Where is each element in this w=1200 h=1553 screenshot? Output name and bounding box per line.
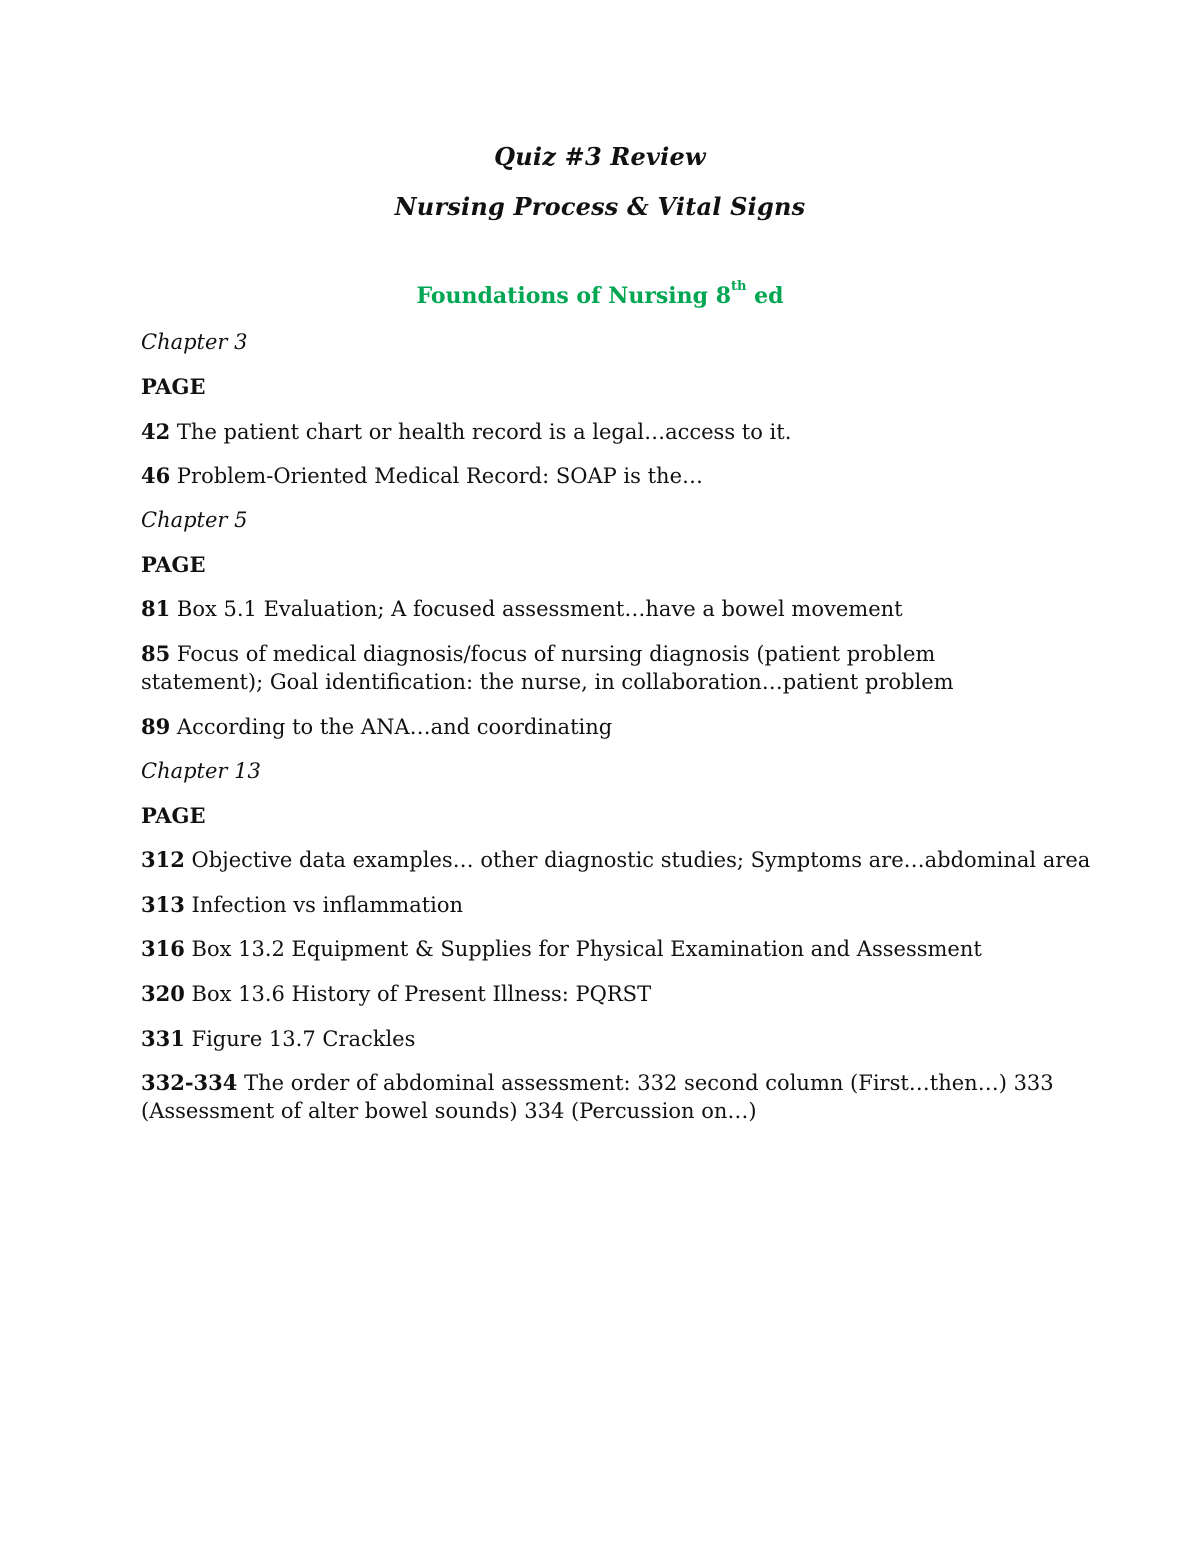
page-entry — [141, 980, 1061, 1008]
book-title — [0, 279, 1200, 309]
page-entry — [141, 595, 1061, 623]
page-number: 312 — [141, 847, 185, 872]
document-subtitle: Nursing Process & Vital Signs — [394, 192, 806, 221]
entry-text: According to the ANA…and coordinating — [170, 715, 613, 739]
page-entry — [141, 1069, 1061, 1125]
page-entry — [141, 462, 1061, 490]
page-number: 320 — [141, 981, 185, 1006]
page-entry — [141, 1025, 1061, 1053]
page-number: 331 — [141, 1026, 185, 1051]
page-number: 46 — [141, 463, 171, 488]
page-entry — [141, 713, 1061, 741]
entry-text: Focus of medical diagnosis/focus of nursing diagnosis (patient problem statement); Goal identification: the nurse, in collaboration…patient problem — [141, 642, 954, 694]
page-label: PAGE — [141, 374, 206, 399]
entry-text: Figure 13.7 Crackles — [184, 1027, 416, 1051]
entry-text: Box 13.2 Equipment & Supplies for Physical Examination and Assessment — [184, 937, 982, 961]
entry-text: Objective data examples… other diagnostic studies; Symptoms are…abdominal area — [184, 848, 1091, 872]
page-entry — [141, 891, 1061, 919]
page-entry — [141, 935, 1061, 963]
page-entry — [141, 640, 1061, 696]
page-label: PAGE — [141, 803, 206, 828]
entry-text: Infection vs inflammation — [184, 893, 464, 917]
page-number: 332-334 — [141, 1070, 238, 1095]
page-number: 89 — [141, 714, 171, 739]
book-title-name: Foundations of Nursing 8 — [416, 283, 731, 309]
entry-text: The patient chart or health record is a legal…access to it. — [170, 420, 792, 444]
entry-text: Problem-Oriented Medical Record: SOAP is the… — [170, 464, 703, 488]
book-title-suffix: ed — [746, 283, 784, 309]
document-title: Quiz #3 Review — [494, 142, 706, 171]
page-number: 316 — [141, 936, 185, 961]
page-number: 313 — [141, 892, 185, 917]
chapter-heading: Chapter 5 — [141, 508, 248, 532]
book-title-superscript: th — [731, 279, 747, 294]
page-number: 85 — [141, 641, 171, 666]
page-label: PAGE — [141, 552, 206, 577]
page-number: 81 — [141, 596, 171, 621]
entry-text: Box 13.6 History of Present Illness: PQRST — [184, 982, 652, 1006]
chapter-heading: Chapter 3 — [141, 330, 248, 354]
entry-text: Box 5.1 Evaluation; A focused assessment…have a bowel movement — [170, 597, 903, 621]
page-entry — [141, 418, 1061, 446]
chapter-heading: Chapter 13 — [141, 759, 261, 783]
entry-text: The order of abdominal assessment: 332 second column (First…then…) 333 (Assessment of alter bowel sounds) 334 (Percussion on…) — [141, 1071, 1054, 1123]
page-number: 42 — [141, 419, 171, 444]
page-entry — [141, 846, 1091, 874]
